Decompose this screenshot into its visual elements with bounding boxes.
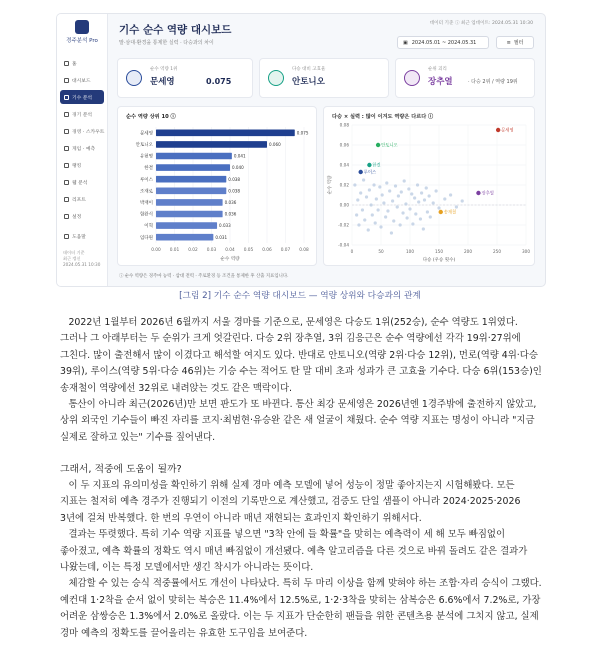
kpi-caption: 다승 대비 고효율 [292, 67, 326, 72]
bar [156, 234, 213, 241]
sidebar-item[interactable] [60, 90, 104, 104]
scatter-point [437, 206, 440, 209]
nav-icon [64, 95, 69, 100]
category-label: 안토니오 [135, 143, 153, 148]
scatter-point [455, 205, 458, 208]
scatter-point [400, 190, 403, 193]
x-tick-label: 0.04 [225, 248, 235, 253]
scatter-point [374, 221, 377, 224]
x-tick-label: 0.01 [169, 248, 180, 253]
scatter-point [425, 186, 428, 189]
point-label: 문세영 [501, 128, 514, 134]
scatter-point [423, 198, 426, 201]
dashboard-figure [56, 13, 546, 287]
highlight-point [359, 170, 363, 174]
update-info: 데이터 기준 ⓘ 최근 업데이트: 2024.05.31 10:30 [429, 21, 533, 26]
kpi-caption: 순수 역량 1위 [150, 67, 178, 72]
category-label: 한결 [144, 166, 153, 172]
sidebar-item[interactable] [60, 73, 104, 87]
scatter-point [404, 202, 407, 205]
sidebar-item-label: 경영 · 스카우트 [72, 129, 105, 135]
category-label: 함완식 [139, 212, 153, 218]
y-tick-label: -0.04 [338, 242, 349, 248]
data-label: 0.038 [228, 176, 241, 182]
sidebar-item-label: 웹 분석 [72, 180, 88, 186]
scatter-point [382, 201, 385, 204]
paragraph-group-3 [60, 478, 544, 642]
sidebar-item-label: 대시보드 [72, 78, 91, 84]
kpi-card-rank-gap [395, 58, 535, 98]
data-label: 0.060 [269, 142, 281, 147]
sidebar-item-label: 기수 분석 [72, 95, 93, 101]
scatter-chart [324, 107, 536, 267]
y-tick-label: 0.00 [339, 202, 349, 208]
data-label: 0.038 [228, 188, 241, 194]
bar [156, 176, 226, 183]
scale-icon [404, 70, 420, 86]
data-label: 0.036 [224, 211, 237, 217]
kpi-name: 안토니오 [292, 77, 325, 87]
scatter-point [428, 194, 431, 197]
sidebar-item[interactable] [60, 158, 104, 172]
scatter-point [411, 222, 414, 225]
scatter-point [403, 179, 406, 182]
sidebar-item-label: 랭킹 [72, 163, 82, 169]
kpi-card-top-skill [117, 58, 253, 98]
point-label: 루이스 [363, 170, 377, 176]
scatter-point [367, 228, 370, 231]
scatter-point [381, 193, 384, 196]
nav-icon [64, 180, 69, 185]
scatter-point [385, 181, 388, 184]
sidebar-item-label: 설정 [72, 214, 82, 220]
scatter-point [429, 215, 432, 218]
scatter-point [426, 210, 429, 213]
chart-up-icon [268, 70, 284, 86]
x-tick-label: 250 [493, 249, 501, 254]
scatter-title: 다승 × 실력 : 많이 이겨도 역량은 다르다 ⓘ [332, 114, 434, 120]
y-tick-label: 0.02 [339, 182, 349, 188]
scatter-point [379, 225, 382, 228]
dashboard-subtitle: 말·삼대·환경을 통제한 실력 · 다승과의 차이 [119, 40, 214, 46]
bar [156, 164, 230, 171]
nav-icon [64, 61, 69, 66]
bar [156, 188, 226, 195]
filter-label: 필터 [513, 40, 524, 46]
kpi-name: 장추열 [428, 77, 453, 87]
scatter-point [449, 193, 452, 196]
section-heading: 그래서, 적중에 도움이 될까? [60, 464, 182, 475]
point-label: 한결 [372, 163, 381, 169]
sidebar-item[interactable] [60, 56, 104, 70]
data-label: 0.040 [232, 165, 244, 171]
sidebar-item[interactable] [60, 107, 104, 121]
nav-icon [64, 214, 69, 219]
highlight-point [496, 128, 500, 132]
category-label: 이혁 [144, 224, 153, 230]
scatter-point [371, 213, 374, 216]
scatter-point [435, 189, 438, 192]
calendar-icon: ▣ [403, 39, 408, 46]
scatter-card [323, 106, 535, 266]
scatter-point [363, 218, 366, 221]
sidebar-item-label: 홈 [72, 61, 77, 67]
scatter-point [413, 196, 416, 199]
scatter-point [461, 199, 464, 202]
paragraph-group-2 [60, 397, 544, 446]
y-tick-label: -0.02 [338, 222, 349, 228]
x-axis-label: 순수 역량 [220, 257, 240, 262]
highlight-point [376, 143, 380, 147]
scatter-point [370, 203, 373, 206]
sidebar-item[interactable] [60, 175, 104, 189]
category-label: 임다원 [139, 235, 153, 241]
sidebar-footer-line: 2024.05.31 10:30 [63, 262, 101, 267]
x-tick-label: 300 [522, 249, 530, 254]
data-label: 0.036 [224, 200, 237, 205]
sidebar-footer-line: 데이터 기준 [63, 250, 85, 255]
scatter-point [361, 208, 364, 211]
paragraph: 통산이 아니라 최근(2026년)만 보면 판도가 또 바뀐다. 통산 최강 문세영은 2026년엔 1경주밖에 출전하지 않았고, 상위 외국인 기수들이 빠진 자리를 코지·최범현·유승완 같은 새 얼굴이 채웠다. 순수 역량 지표는 명성이 아니라 "지금 실제로 잘하고 있는" 기수를 짚어낸다. [60, 399, 537, 443]
highlight-point [439, 210, 443, 214]
scatter-point [384, 215, 387, 218]
scatter-point [408, 207, 411, 210]
x-tick-label: 50 [378, 249, 384, 254]
scatter-point [419, 217, 422, 220]
scatter-point [397, 194, 400, 197]
nav-icon [64, 197, 69, 202]
scatter-point [417, 200, 420, 203]
y-axis-label: 순수 역량 [328, 175, 333, 195]
dashboard-title: 기수 순수 역량 대시보드 [119, 24, 232, 36]
x-tick-label: 0.06 [262, 248, 272, 253]
figure-caption: [그림 2] 기수 순수 역량 대시보드 — 역량 상위와 다승과의 관계 [179, 291, 421, 301]
category-label: 유현명 [139, 154, 153, 160]
sidebar-item[interactable] [60, 229, 104, 243]
bar [156, 211, 223, 218]
date-range-value: 2024.05.01 ~ 2024.05.31 [411, 39, 477, 46]
paragraph: 2022년 1월부터 2026년 6월까지 서울 경마를 기준으로, 문세영은 다승도 1위(252승), 순수 역량도 1위였다. 그러나 그 아래부터는 두 순위가 크게 엇갈린다. 다승 2위 장추열, 3위 김응근은 순수 역량에선 각각 19위·27위에 그친다. 많이 출전해서 많이 이겼다고 해석할 여지도 있다. 반대로 안토니오(역량 2위·다승 12위), 먼로(역량 4위·다승 39위), 루이스(역량 5위·다승 46위)는 기승 수는 적어도 탄 말 대비 초과 성과가 큰 고효율 기수다. 다승 6위(153승)인 송재철이 역량에선 32위로 내려앉는 것도 같은 맥락이다. [60, 317, 542, 394]
date-range-picker[interactable] [397, 36, 489, 49]
scatter-point [359, 191, 362, 194]
sidebar-item-label: 리포트 [72, 197, 86, 203]
bar-chart-card [117, 106, 317, 266]
paragraph-group-1 [60, 315, 544, 397]
scatter-point [391, 199, 394, 202]
sidebar-item[interactable] [60, 124, 104, 138]
paragraph: 이 두 지표의 유의미성을 확인하기 위해 실제 경마 예측 모델에 넣어 성능이 정말 좋아지는지 시험해봤다. 모든 지표는 철저히 예측 경주가 진행되기 이전의 기록만으로 계산했고, 검증도 단일 샘플이 아니라 2024·2025·2026 3년에 걸쳐 반복했다. 한 번의 우연이 아니라 매년 재현되는 효과인지 확인하기 위해서다. [60, 480, 521, 524]
x-tick-label: 0.05 [243, 248, 254, 253]
kpi-card-efficiency [259, 58, 389, 98]
paragraph: 결과는 뚜렷했다. 특히 기수 역량 지표를 넣으면 "3착 안에 들 확률"을 맞히는 예측력이 세 해 모두 빠짐없이 좋아졌고, 예측 확률의 정확도 역시 매년 빠짐없이 개선됐다. 예측 알고리즘을 다른 것으로 바꿔 돌려도 같은 결과가 나왔는데, 이는 특정 모델에서만 생긴 착시가 아니라는 뜻이다. [60, 529, 528, 574]
scatter-point [355, 213, 358, 216]
scatter-point [357, 223, 360, 226]
footnote: ⓘ 순수 역량은 경주마 능력 · 삼대 전력 · 주로환경 등 조건을 통제한 후 산출 지표입니다. [119, 274, 289, 279]
scatter-point [443, 197, 446, 200]
scatter-point [362, 178, 365, 181]
nav-icon [64, 163, 69, 168]
scatter-point [392, 219, 395, 222]
sidebar [57, 14, 108, 286]
scatter-point [372, 183, 375, 186]
highlight-point [367, 163, 371, 167]
sidebar-item-label: 경기 분석 [72, 112, 93, 118]
scatter-point [410, 192, 413, 195]
y-tick-label: 0.08 [339, 122, 349, 128]
scatter-point [416, 183, 419, 186]
kpi-name: 문세영 [150, 77, 175, 87]
scatter-point [406, 216, 409, 219]
scatter-point [394, 184, 397, 187]
nav-icon [64, 78, 69, 83]
medal-icon [126, 70, 142, 86]
bar [156, 199, 223, 206]
logo [63, 20, 101, 44]
kpi-value: 0.075 [206, 77, 232, 86]
bar [156, 141, 267, 148]
sidebar-item-label: 게임 · 예측 [72, 146, 96, 152]
point-label: 장추열 [481, 191, 494, 197]
data-label: 0.033 [219, 223, 231, 229]
x-tick-label: 0.07 [280, 248, 291, 253]
data-label: 0.041 [233, 153, 246, 159]
scatter-point [414, 212, 417, 215]
scatter-point [388, 189, 391, 192]
scatter-point [407, 187, 410, 190]
bar [156, 153, 232, 160]
sidebar-item[interactable] [60, 192, 104, 206]
scatter-point [378, 185, 381, 188]
data-label: 0.075 [296, 130, 309, 136]
x-tick-label: 0 [350, 249, 354, 254]
sidebar-item[interactable] [60, 141, 104, 155]
x-tick-label: 0.02 [188, 248, 198, 253]
category-label: 문세영 [139, 131, 153, 137]
filter-icon: ≡ [506, 39, 511, 46]
y-tick-label: 0.06 [339, 142, 349, 148]
scatter-point [365, 195, 368, 198]
kpi-caption: 순위 괴리 [428, 67, 447, 72]
scatter-point [420, 191, 423, 194]
scatter-point [368, 188, 371, 191]
x-axis-label: 다승 (우승 횟수) [422, 258, 456, 263]
scatter-point [377, 208, 380, 211]
category-label: 조재로 [139, 189, 153, 195]
scatter-point [353, 183, 356, 186]
y-tick-label: 0.04 [339, 162, 349, 168]
scatter-point [375, 197, 378, 200]
highlight-point [476, 191, 480, 195]
paragraph: 체감할 수 있는 승식 적중률에서도 개선이 나타났다. 특히 두 마리 이상을 함께 맞혀야 하는 조합·자리 승식이 그랬다. 예컨대 1·2착을 순서 없이 맞히는 복승은 11.4%에서 12.5%로, 1·2·3착을 맞히는 삼복승은 6.6%에서 7.2%로, 가장 어려운 삼쌍승은 1.3%에서 2.0%로 올랐다. 이는 두 지표가 단순한히 팬들을 위한 콘텐츠용 분석에 그치지 않고, 실제 경마 예측의 정확도를 끌어올리는 유효한 도구임을 보여준다. [60, 578, 542, 639]
x-tick-label: 0.00 [151, 248, 161, 253]
filter-button[interactable] [496, 36, 534, 49]
x-tick-label: 150 [435, 249, 443, 254]
scatter-point [390, 231, 393, 234]
logo-text: 경주분석 Pro [66, 38, 98, 44]
data-label: 0.031 [215, 234, 228, 240]
bar-chart [118, 107, 318, 267]
dashboard-main [113, 14, 539, 286]
scatter-point [356, 198, 359, 201]
bar [156, 130, 295, 137]
point-label: 송재철 [443, 210, 457, 216]
bar-chart-title: 순수 역량 상위 10 ⓘ [126, 114, 176, 120]
sidebar-nav [60, 56, 104, 246]
nav-icon [64, 234, 69, 239]
sidebar-footer [63, 250, 100, 268]
bar [156, 222, 217, 229]
category-label: 박재이 [139, 201, 153, 206]
category-label: 루이스 [139, 177, 153, 183]
nav-icon [64, 112, 69, 117]
scatter-point [386, 209, 389, 212]
nav-icon [64, 146, 69, 151]
scatter-point [401, 211, 404, 214]
sidebar-item[interactable] [60, 209, 104, 223]
sidebar-footer-line: 최근 갱신 [63, 256, 81, 261]
kpi-extra: · 다승 2위 / 역량 19위 [468, 79, 518, 85]
x-tick-label: 0.03 [206, 248, 217, 253]
point-label: 안토니오 [381, 143, 398, 149]
horse-logo-icon [75, 20, 89, 34]
x-tick-label: 0.08 [299, 248, 309, 253]
x-tick-label: 100 [406, 249, 414, 254]
scatter-point [422, 227, 425, 230]
scatter-point [399, 223, 402, 226]
sidebar-item-label: 도움말 [72, 234, 86, 240]
nav-icon [64, 129, 69, 134]
scatter-point [396, 205, 399, 208]
scatter-point [432, 201, 435, 204]
x-tick-label: 200 [464, 249, 472, 254]
